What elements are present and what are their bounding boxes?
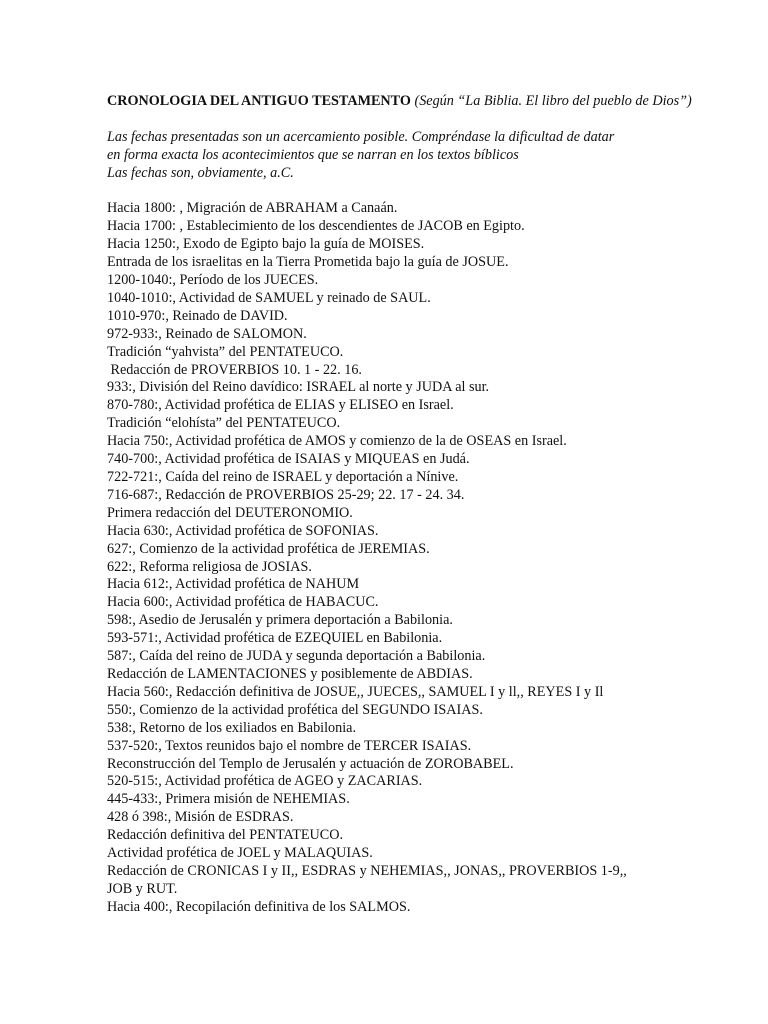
chronology-entry: Hacia 630:, Actividad profética de SOFONIAS.	[107, 522, 379, 539]
chronology-entry: 870-780:, Actividad profética de ELIAS y ELISEO en Israel.	[107, 397, 454, 414]
intro-line: Las fechas presentadas son un acercamiento posible. Compréndase la dificultad de datar	[107, 128, 615, 145]
chronology-list	[107, 200, 707, 916]
intro-line: en forma exacta los acontecimientos que se narran en los textos bíblicos	[107, 146, 519, 163]
chronology-entry: 740-700:, Actividad profética de ISAIAS y MIQUEAS en Judá.	[107, 451, 470, 468]
chronology-entry: 622:, Reforma religiosa de JOSIAS.	[107, 558, 312, 575]
chronology-entry: 1010-970:, Reinado de DAVID.	[107, 307, 288, 324]
chronology-entry: 972-933:, Reinado de SALOMON.	[107, 325, 307, 342]
chronology-entry: Tradición “elohísta” del PENTATEUCO.	[107, 415, 341, 432]
document-page	[107, 93, 707, 917]
chronology-entry: 538:, Retorno de los exiliados en Babilonia.	[107, 719, 357, 736]
chronology-entry: 593-571:, Actividad profética de EZEQUIEL en Babilonia.	[107, 630, 443, 647]
chronology-entry: Hacia 1700: , Establecimiento de los descendientes de JACOB en Egipto.	[107, 218, 525, 235]
chronology-entry: 1040-1010:, Actividad de SAMUEL y reinado de SAUL.	[107, 289, 431, 306]
chronology-entry: Primera redacción del DEUTERONOMIO.	[107, 504, 353, 521]
chronology-entry: 598:, Asedio de Jerusalén y primera deportación a Babilonia.	[107, 612, 453, 629]
chronology-entry: 445-433:, Primera misión de NEHEMIAS.	[107, 791, 350, 808]
chronology-entry: 520-515:, Actividad profética de AGEO y ZACARIAS.	[107, 773, 423, 790]
chronology-entry: Actividad profética de JOEL y MALAQUIAS.	[107, 845, 373, 862]
intro-line: Las fechas son, obviamente, a.C.	[107, 164, 294, 181]
chronology-entry: Redacción de CRONICAS I y II,, ESDRAS y NEHEMIAS,, JONAS,, PROVERBIOS 1-9,,	[107, 862, 627, 879]
chronology-entry: 428 ó 398:, Misión de ESDRAS.	[107, 809, 294, 826]
document-heading	[107, 93, 707, 111]
chronology-entry: 722-721:, Caída del reino de ISRAEL y deportación a Nínive.	[107, 469, 459, 485]
document-title-source: (Según “La Biblia. El libro del pueblo de Dios”)	[414, 93, 692, 109]
chronology-entry: Hacia 1250:, Exodo de Egipto bajo la guía de MOISES.	[107, 236, 425, 253]
chronology-entry: 627:, Comienzo de la actividad profética de JEREMIAS.	[107, 540, 430, 557]
chronology-entry: JOB y RUT.	[107, 880, 178, 897]
chronology-entry: 550:, Comienzo de la actividad profética del SEGUNDO ISAIAS.	[107, 701, 483, 718]
chronology-entry: Hacia 600:, Actividad profética de HABACUC.	[107, 594, 379, 611]
chronology-entry: Hacia 1800: , Migración de ABRAHAM a Canaán.	[107, 200, 398, 217]
chronology-entry: Reconstrucción del Templo de Jerusalén y actuación de ZOROBABEL.	[107, 755, 514, 772]
chronology-entry: Tradición “yahvista” del PENTATEUCO.	[107, 343, 344, 360]
document-title: CRONOLOGIA DEL ANTIGUO TESTAMENTO	[107, 93, 411, 109]
chronology-entry: 933:, División del Reino davídico: ISRAEL al norte y JUDA al sur.	[107, 379, 490, 396]
chronology-entry: Hacia 400:, Recopilación definitiva de los SALMOS.	[107, 898, 411, 915]
chronology-entry: 537-520:, Textos reunidos bajo el nombre de TERCER ISAIAS.	[107, 737, 472, 754]
chronology-entry: Hacia 560:, Redacción definitiva de JOSUE,, JUECES,, SAMUEL I y ll,, REYES I y Il	[107, 683, 604, 700]
chronology-entry: 716-687:, Redacción de PROVERBIOS 25-29; 22. 17 - 24. 34.	[107, 486, 465, 503]
chronology-entry: 1200-1040:, Período de los JUECES.	[107, 272, 319, 289]
chronology-entry: Redacción de PROVERBIOS 10. 1 - 22. 16.	[107, 361, 362, 378]
chronology-entry: Redacción de LAMENTACIONES y posiblemente de ABDIAS.	[107, 665, 473, 682]
chronology-entry: Entrada de los israelitas en la Tierra Prometida bajo la guía de JOSUE.	[107, 254, 509, 271]
chronology-entry: Hacia 612:, Actividad profética de NAHUM	[107, 576, 360, 593]
chronology-entry: Hacia 750:, Actividad profética de AMOS y comienzo de la de OSEAS en Israel.	[107, 433, 567, 450]
intro-paragraph	[107, 129, 707, 183]
chronology-entry: 587:, Caída del reino de JUDA y segunda deportación a Babilonia.	[107, 648, 486, 665]
chronology-entry: Redacción definitiva del PENTATEUCO.	[107, 827, 344, 844]
